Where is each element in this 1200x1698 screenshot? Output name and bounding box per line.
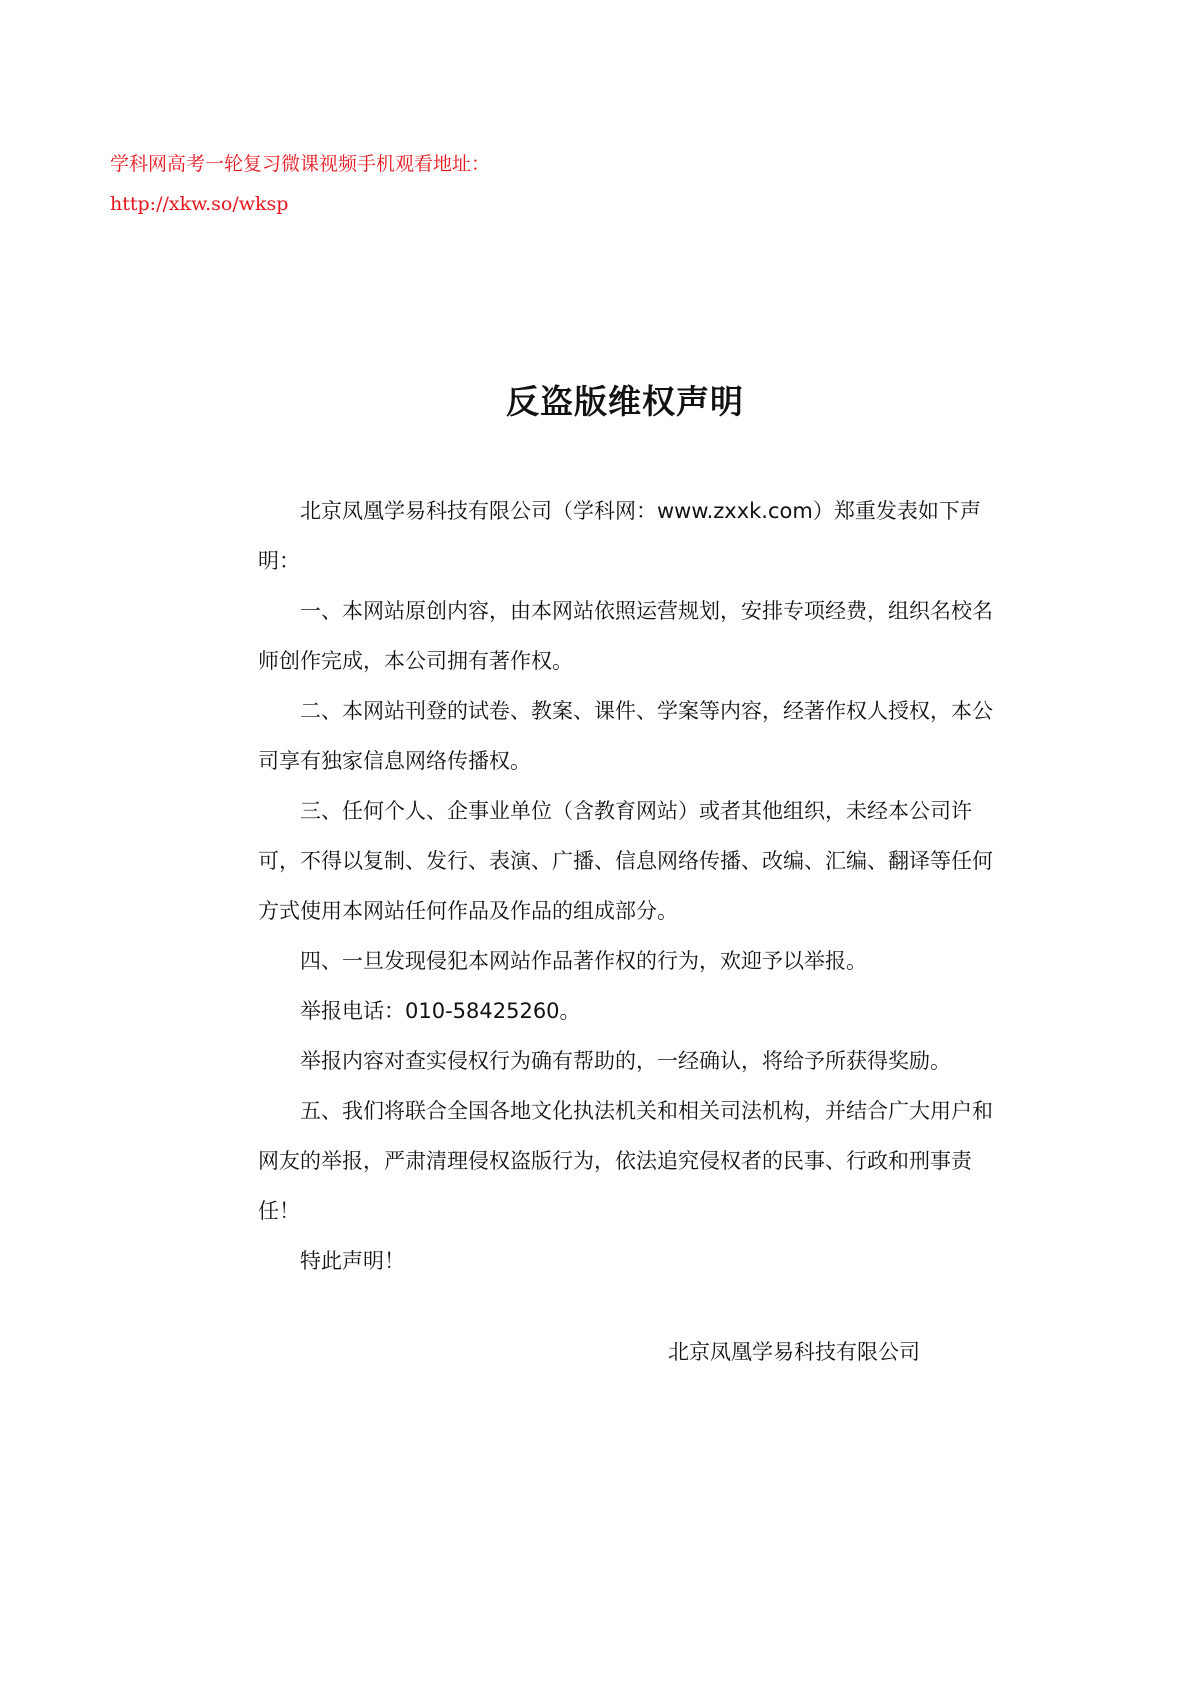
paragraph-clause-3: 三、任何个人、企事业单位（含教育网站）或者其他组织，未经本公司许可，不得以复制、发行、表演、广播、信息网络传播、改编、汇编、翻译等任何方式使用本网站任何作品及作品的组成部分。 bbox=[258, 799, 993, 923]
paragraph-report-phone: 举报电话：010-58425260。 bbox=[300, 999, 581, 1023]
paragraph-closing: 特此声明！ bbox=[300, 1249, 405, 1273]
promo-block bbox=[110, 144, 490, 224]
paragraph-intro: 北京凤凰学易科技有限公司（学科网：www.zxxk.com）郑重发表如下声明： bbox=[258, 499, 981, 573]
promo-url[interactable]: http://xkw.so/wksp bbox=[110, 193, 289, 215]
paragraph-clause-2: 二、本网站刊登的试卷、教案、课件、学案等内容，经著作权人授权，本公司享有独家信息网络传播权。 bbox=[258, 699, 993, 773]
paragraph-clause-1: 一、本网站原创内容，由本网站依照运营规划，安排专项经费，组织名校名师创作完成，本公司拥有著作权。 bbox=[258, 599, 993, 673]
statement-body bbox=[258, 486, 998, 1286]
paragraph-clause-4: 四、一旦发现侵犯本网站作品著作权的行为，欢迎予以举报。 bbox=[300, 949, 867, 973]
document-title: 反盗版维权声明 bbox=[506, 382, 744, 421]
paragraph-report-reward: 举报内容对查实侵权行为确有帮助的，一经确认，将给予所获得奖励。 bbox=[300, 1049, 951, 1073]
company-signature: 北京凤凰学易科技有限公司 bbox=[668, 1340, 920, 1364]
paragraph-clause-5: 五、我们将联合全国各地文化执法机关和相关司法机构，并结合广大用户和网友的举报，严肃清理侵权盗版行为，依法追究侵权者的民事、行政和刑事责任！ bbox=[258, 1099, 993, 1223]
promo-text: 学科网高考一轮复习微课视频手机观看地址： bbox=[110, 153, 491, 175]
